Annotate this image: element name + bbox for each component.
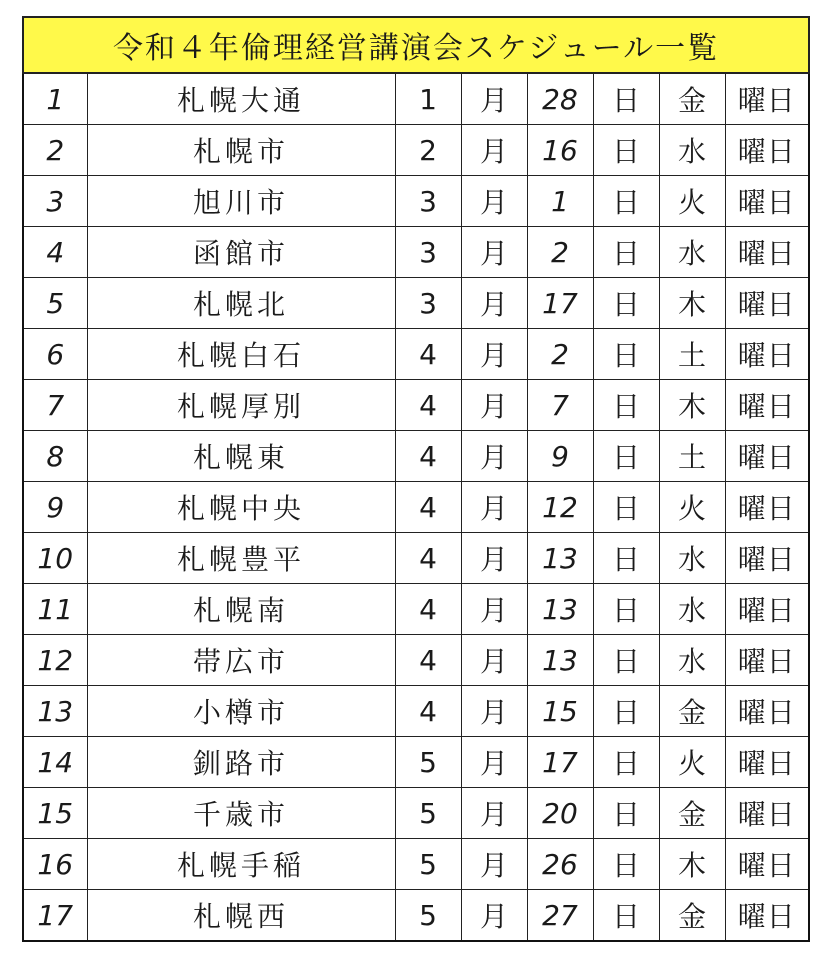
month-unit: 月 xyxy=(461,635,527,686)
venue-cell: 千歳市 xyxy=(87,788,395,839)
weekday-unit: 曜日 xyxy=(725,584,809,635)
day-cell: 13 xyxy=(527,533,593,584)
day-unit: 日 xyxy=(593,380,659,431)
weekday-unit: 曜日 xyxy=(725,125,809,176)
weekday-cell: 水 xyxy=(659,635,725,686)
venue-cell: 帯広市 xyxy=(87,635,395,686)
month-unit: 月 xyxy=(461,278,527,329)
weekday-cell: 木 xyxy=(659,380,725,431)
table-row xyxy=(23,431,809,482)
day-unit: 日 xyxy=(593,635,659,686)
weekday-unit: 曜日 xyxy=(725,227,809,278)
table-row xyxy=(23,788,809,839)
day-unit: 日 xyxy=(593,788,659,839)
weekday-cell: 水 xyxy=(659,533,725,584)
month-cell: 2 xyxy=(395,125,461,176)
venue-cell: 札幌厚別 xyxy=(87,380,395,431)
weekday-cell: 金 xyxy=(659,686,725,737)
row-number: 9 xyxy=(23,482,87,533)
month-unit: 月 xyxy=(461,329,527,380)
weekday-unit: 曜日 xyxy=(725,278,809,329)
schedule-body xyxy=(23,17,809,941)
row-number: 12 xyxy=(23,635,87,686)
weekday-cell: 火 xyxy=(659,482,725,533)
row-number: 15 xyxy=(23,788,87,839)
weekday-cell: 水 xyxy=(659,227,725,278)
month-unit: 月 xyxy=(461,227,527,278)
weekday-cell: 水 xyxy=(659,125,725,176)
month-cell: 3 xyxy=(395,278,461,329)
month-cell: 5 xyxy=(395,890,461,942)
weekday-cell: 土 xyxy=(659,431,725,482)
day-cell: 17 xyxy=(527,737,593,788)
row-number: 16 xyxy=(23,839,87,890)
day-unit: 日 xyxy=(593,584,659,635)
table-row xyxy=(23,635,809,686)
title-row xyxy=(23,17,809,73)
weekday-cell: 木 xyxy=(659,278,725,329)
table-row xyxy=(23,533,809,584)
month-unit: 月 xyxy=(461,176,527,227)
table-row xyxy=(23,125,809,176)
weekday-unit: 曜日 xyxy=(725,176,809,227)
weekday-cell: 木 xyxy=(659,839,725,890)
day-unit: 日 xyxy=(593,737,659,788)
row-number: 4 xyxy=(23,227,87,278)
month-cell: 4 xyxy=(395,533,461,584)
table-row xyxy=(23,584,809,635)
month-unit: 月 xyxy=(461,584,527,635)
schedule-table xyxy=(22,16,810,942)
day-unit: 日 xyxy=(593,227,659,278)
month-cell: 3 xyxy=(395,227,461,278)
day-unit: 日 xyxy=(593,278,659,329)
month-cell: 3 xyxy=(395,176,461,227)
day-unit: 日 xyxy=(593,890,659,942)
day-cell: 9 xyxy=(527,431,593,482)
day-cell: 13 xyxy=(527,635,593,686)
venue-cell: 札幌大通 xyxy=(87,73,395,125)
month-unit: 月 xyxy=(461,839,527,890)
table-row xyxy=(23,176,809,227)
venue-cell: 函館市 xyxy=(87,227,395,278)
month-unit: 月 xyxy=(461,73,527,125)
day-unit: 日 xyxy=(593,329,659,380)
day-unit: 日 xyxy=(593,686,659,737)
row-number: 11 xyxy=(23,584,87,635)
weekday-cell: 火 xyxy=(659,737,725,788)
day-unit: 日 xyxy=(593,482,659,533)
weekday-cell: 水 xyxy=(659,584,725,635)
weekday-unit: 曜日 xyxy=(725,482,809,533)
venue-cell: 札幌中央 xyxy=(87,482,395,533)
table-row xyxy=(23,737,809,788)
venue-cell: 釧路市 xyxy=(87,737,395,788)
month-cell: 4 xyxy=(395,329,461,380)
day-cell: 1 xyxy=(527,176,593,227)
month-cell: 4 xyxy=(395,584,461,635)
day-cell: 17 xyxy=(527,278,593,329)
weekday-unit: 曜日 xyxy=(725,890,809,942)
venue-cell: 札幌手稲 xyxy=(87,839,395,890)
day-cell: 15 xyxy=(527,686,593,737)
month-cell: 4 xyxy=(395,686,461,737)
weekday-cell: 金 xyxy=(659,73,725,125)
month-cell: 1 xyxy=(395,73,461,125)
row-number: 7 xyxy=(23,380,87,431)
day-cell: 12 xyxy=(527,482,593,533)
month-cell: 4 xyxy=(395,431,461,482)
weekday-cell: 金 xyxy=(659,890,725,942)
month-unit: 月 xyxy=(461,788,527,839)
table-row xyxy=(23,839,809,890)
month-cell: 5 xyxy=(395,788,461,839)
weekday-unit: 曜日 xyxy=(725,635,809,686)
weekday-unit: 曜日 xyxy=(725,839,809,890)
day-unit: 日 xyxy=(593,431,659,482)
table-row xyxy=(23,686,809,737)
day-cell: 28 xyxy=(527,73,593,125)
table-row xyxy=(23,329,809,380)
day-cell: 7 xyxy=(527,380,593,431)
table-row xyxy=(23,73,809,125)
table-row xyxy=(23,380,809,431)
table-row xyxy=(23,482,809,533)
weekday-unit: 曜日 xyxy=(725,329,809,380)
month-unit: 月 xyxy=(461,737,527,788)
row-number: 14 xyxy=(23,737,87,788)
month-unit: 月 xyxy=(461,380,527,431)
row-number: 1 xyxy=(23,73,87,125)
weekday-cell: 金 xyxy=(659,788,725,839)
month-cell: 5 xyxy=(395,839,461,890)
month-cell: 4 xyxy=(395,380,461,431)
month-cell: 4 xyxy=(395,635,461,686)
venue-cell: 札幌豊平 xyxy=(87,533,395,584)
weekday-unit: 曜日 xyxy=(725,431,809,482)
month-unit: 月 xyxy=(461,533,527,584)
weekday-unit: 曜日 xyxy=(725,737,809,788)
venue-cell: 札幌南 xyxy=(87,584,395,635)
month-unit: 月 xyxy=(461,482,527,533)
month-cell: 4 xyxy=(395,482,461,533)
day-cell: 26 xyxy=(527,839,593,890)
day-cell: 2 xyxy=(527,329,593,380)
venue-cell: 札幌市 xyxy=(87,125,395,176)
venue-cell: 札幌西 xyxy=(87,890,395,942)
day-cell: 20 xyxy=(527,788,593,839)
day-cell: 16 xyxy=(527,125,593,176)
day-unit: 日 xyxy=(593,533,659,584)
row-number: 8 xyxy=(23,431,87,482)
row-number: 5 xyxy=(23,278,87,329)
venue-cell: 小樽市 xyxy=(87,686,395,737)
month-cell: 5 xyxy=(395,737,461,788)
weekday-cell: 火 xyxy=(659,176,725,227)
day-cell: 2 xyxy=(527,227,593,278)
row-number: 17 xyxy=(23,890,87,942)
day-unit: 日 xyxy=(593,125,659,176)
table-row xyxy=(23,227,809,278)
weekday-unit: 曜日 xyxy=(725,686,809,737)
row-number: 3 xyxy=(23,176,87,227)
venue-cell: 札幌東 xyxy=(87,431,395,482)
row-number: 6 xyxy=(23,329,87,380)
venue-cell: 旭川市 xyxy=(87,176,395,227)
table-row xyxy=(23,278,809,329)
table-title: 令和４年倫理経営講演会スケジュール一覧 xyxy=(23,17,809,73)
month-unit: 月 xyxy=(461,686,527,737)
venue-cell: 札幌白石 xyxy=(87,329,395,380)
month-unit: 月 xyxy=(461,431,527,482)
day-cell: 13 xyxy=(527,584,593,635)
weekday-unit: 曜日 xyxy=(725,73,809,125)
day-unit: 日 xyxy=(593,73,659,125)
row-number: 13 xyxy=(23,686,87,737)
month-unit: 月 xyxy=(461,890,527,942)
table-row xyxy=(23,890,809,942)
day-unit: 日 xyxy=(593,839,659,890)
row-number: 2 xyxy=(23,125,87,176)
day-unit: 日 xyxy=(593,176,659,227)
weekday-unit: 曜日 xyxy=(725,380,809,431)
month-unit: 月 xyxy=(461,125,527,176)
weekday-unit: 曜日 xyxy=(725,788,809,839)
weekday-cell: 土 xyxy=(659,329,725,380)
day-cell: 27 xyxy=(527,890,593,942)
venue-cell: 札幌北 xyxy=(87,278,395,329)
row-number: 10 xyxy=(23,533,87,584)
weekday-unit: 曜日 xyxy=(725,533,809,584)
